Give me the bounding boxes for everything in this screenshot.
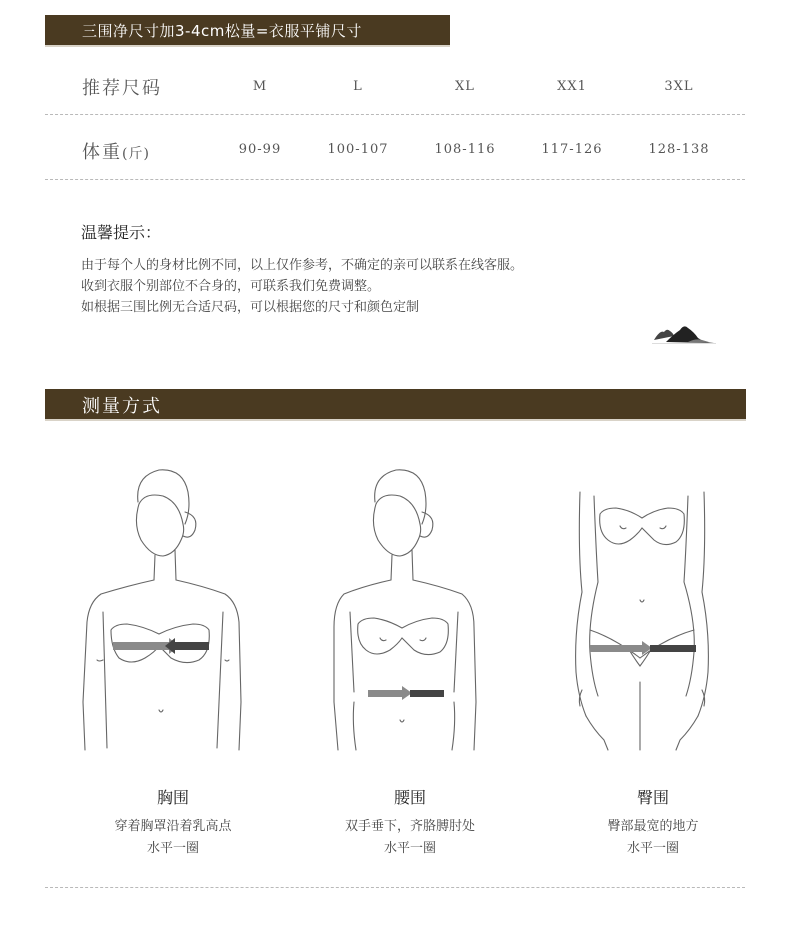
table-divider bbox=[45, 114, 745, 115]
bust-figure-illustration bbox=[75, 462, 245, 752]
waist-caption bbox=[290, 785, 530, 860]
ink-mountain-icon bbox=[652, 320, 716, 346]
size-cell: XL bbox=[455, 79, 475, 94]
waist-figure-illustration bbox=[322, 462, 492, 752]
hip-title: 臀围 bbox=[636, 788, 669, 807]
weight-row-label: 体重(斤) bbox=[82, 142, 150, 163]
hip-caption bbox=[533, 785, 773, 860]
weight-cell: 117-126 bbox=[541, 142, 603, 157]
bottom-divider bbox=[45, 887, 745, 888]
size-row-label: 推荐尺码 bbox=[82, 78, 162, 99]
size-cell: XX1 bbox=[557, 79, 587, 94]
bust-desc-line: 穿着胸罩沿着乳高点 bbox=[114, 819, 232, 834]
measurement-banner bbox=[45, 389, 746, 419]
hip-figure-illustration bbox=[568, 462, 738, 752]
size-row bbox=[45, 58, 745, 116]
waist-desc-line: 双手垂下，齐胳膊肘处 bbox=[344, 819, 475, 834]
size-cell: M bbox=[252, 79, 268, 94]
weight-cell: 90-99 bbox=[238, 142, 282, 157]
measurement-title: 测量方式 bbox=[82, 396, 162, 417]
waist-title: 腰围 bbox=[393, 788, 426, 807]
tips-section bbox=[81, 220, 523, 318]
tips-line: 收到衣服个别部位不合身的，可联系我们免费调整。 bbox=[81, 279, 381, 294]
weight-row bbox=[45, 120, 745, 178]
hip-desc-line: 水平一圈 bbox=[626, 841, 679, 856]
tips-line: 由于每个人的身材比例不同，以上仅作参考，不确定的亲可以联系在线客服。 bbox=[81, 258, 524, 273]
bust-title: 胸围 bbox=[156, 788, 189, 807]
size-note-title: 三围净尺寸加3-4cm松量=衣服平铺尺寸 bbox=[82, 22, 362, 40]
size-cell: 3XL bbox=[664, 79, 694, 94]
table-divider bbox=[45, 179, 745, 180]
bust-caption bbox=[53, 785, 293, 860]
bust-desc-line: 水平一圈 bbox=[146, 841, 199, 856]
weight-cell: 100-107 bbox=[327, 142, 389, 157]
size-table bbox=[45, 58, 745, 178]
hip-desc-line: 臀部最宽的地方 bbox=[607, 819, 699, 834]
weight-cell: 128-138 bbox=[648, 142, 710, 157]
waist-desc-line: 水平一圈 bbox=[383, 841, 436, 856]
tips-title: 温馨提示： bbox=[81, 223, 162, 242]
size-cell: L bbox=[353, 79, 363, 94]
weight-cell: 108-116 bbox=[434, 142, 496, 157]
size-note-banner bbox=[45, 15, 450, 45]
tips-line: 如根据三围比例无合适尺码，可以根据您的尺寸和颜色定制 bbox=[81, 300, 420, 315]
